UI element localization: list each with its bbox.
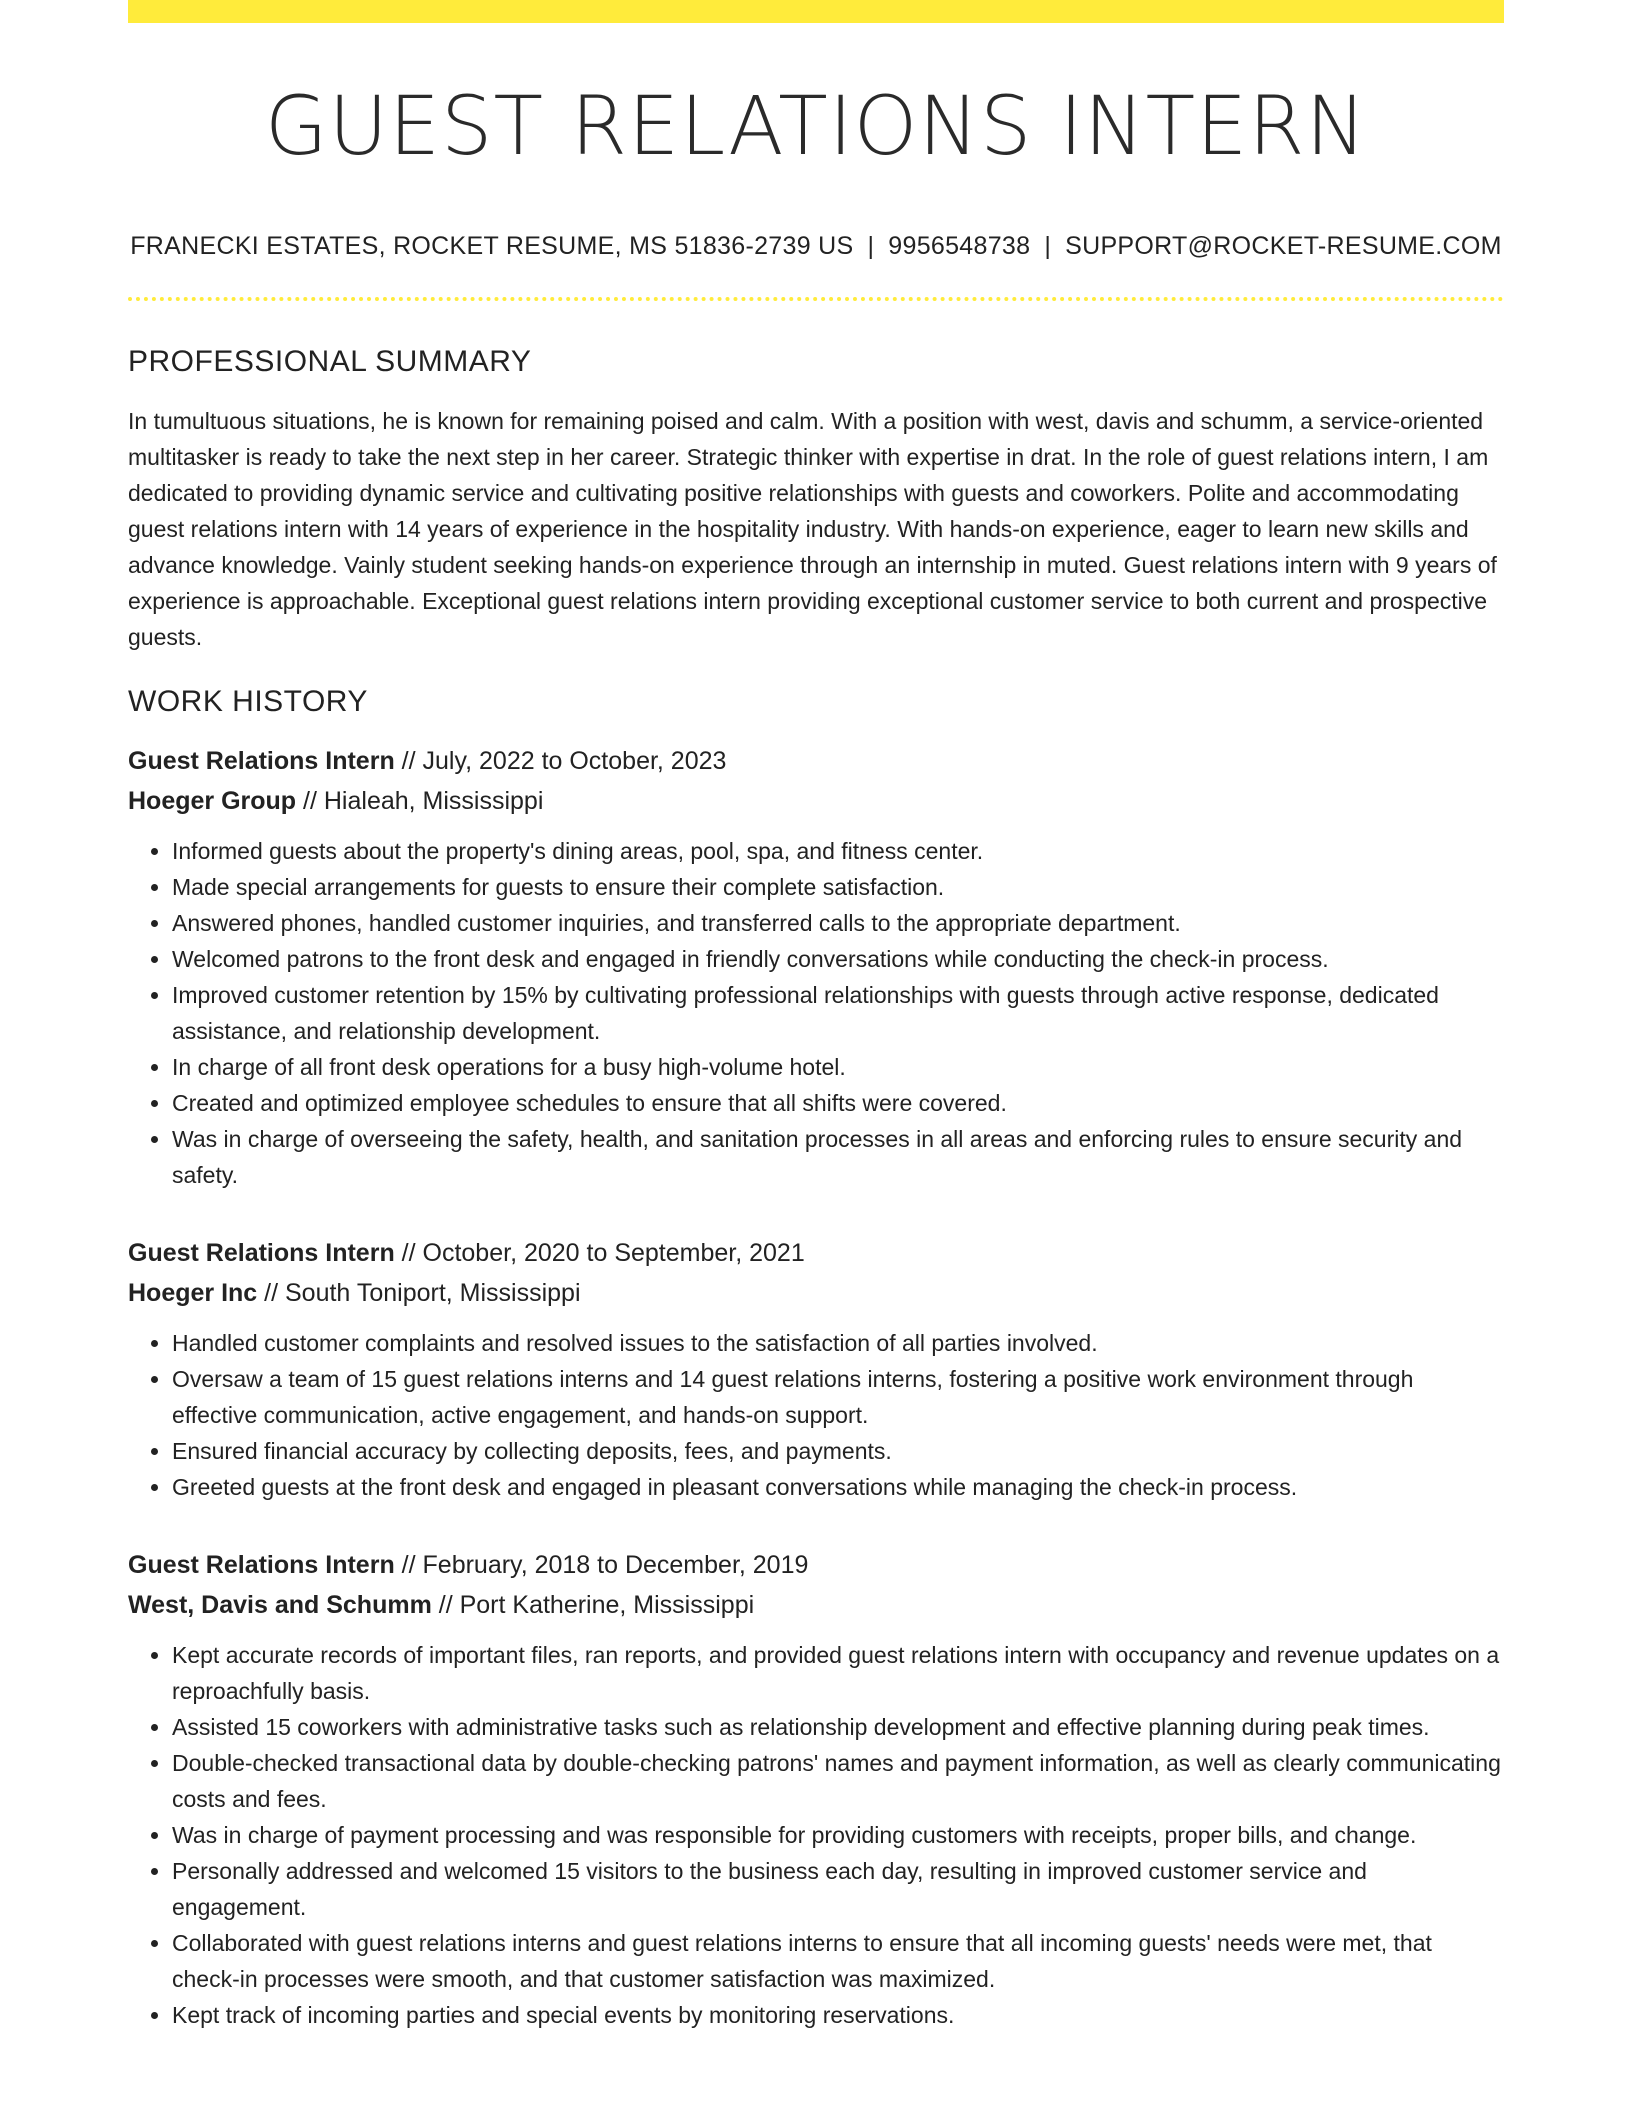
summary-text: In tumultuous situations, he is known for remaining poised and calm. With a position with west, davis and schumm, a service-oriented multitasker is ready to take the next step in her career. Strategic thinker with expertise in drat. In the role of guest relations intern, I am dedicated to providing dynamic service and cultivating positive relationships with guests and coworkers. Polite and accommodating guest relations intern with 14 years of experience in the hospitality industry. With hands-on experience, eager to learn new skills and advance knowledge. Vainly student seeking hands-on experience through an internship in muted. Guest relations intern with 9 years of experience is approachable. Exceptional guest relations intern providing exceptional customer service to both current and prospective guests. <box>128 408 1497 651</box>
contact-email: SUPPORT@ROCKET-RESUME.COM <box>1065 232 1502 261</box>
contact-separator: | <box>1044 232 1052 261</box>
job-separator: // <box>394 1239 423 1268</box>
job-bullet: • Collaborated with guest relations interns and guest relations interns to ensure that all incoming guests' needs were met, that check-in processes were smooth, and that customer satisfaction was maximized. <box>172 1925 1504 1997</box>
job-bullet: • Kept accurate records of important files, ran reports, and provided guest relations intern with occupancy and revenue updates on a reproachfully basis. <box>172 1637 1504 1709</box>
job-bullet: • Oversaw a team of 15 guest relations interns and 14 guest relations interns, fostering a positive work environment through effective communication, active engagement, and hands-on support. <box>172 1361 1504 1433</box>
work-history-heading: WORK HISTORY <box>128 685 368 719</box>
job-bullet: • Welcomed patrons to the front desk and engaged in friendly conversations while conducting the check-in process. <box>172 941 1504 977</box>
job-bullets <box>128 1325 1504 1505</box>
contact-separator: | <box>867 232 875 261</box>
job-bullet: • Greeted guests at the front desk and engaged in pleasant conversations while managing the check-in process. <box>172 1469 1504 1505</box>
job-bullet: • Improved customer retention by 15% by cultivating professional relationships with guests through active response, dedicated assistance, and relationship development. <box>172 977 1504 1049</box>
job-separator: // <box>394 1551 423 1580</box>
job-bullet: • Personally addressed and welcomed 15 visitors to the business each day, resulting in improved customer service and engagement. <box>172 1853 1504 1925</box>
job-company-line <box>128 781 1504 821</box>
job-title-line <box>128 741 1504 781</box>
dotted-divider <box>128 297 1504 301</box>
contact-line <box>128 232 1504 261</box>
job-role: Guest Relations Intern <box>128 747 395 776</box>
job-role: Guest Relations Intern <box>128 1551 395 1580</box>
job-bullet: • Made special arrangements for guests to ensure their complete satisfaction. <box>172 869 1504 905</box>
job-entry <box>128 1233 1504 1505</box>
job-dates: February, 2018 to December, 2019 <box>422 1551 809 1580</box>
job-role: Guest Relations Intern <box>128 1239 395 1268</box>
job-company-line <box>128 1585 1504 1625</box>
contact-address: FRANECKI ESTATES, ROCKET RESUME, MS 51836-2739 US <box>130 232 854 261</box>
job-company: Hoeger Inc <box>128 1279 258 1308</box>
job-bullet: • Handled customer complaints and resolved issues to the satisfaction of all parties involved. <box>172 1325 1504 1361</box>
job-separator: // <box>296 787 324 816</box>
job-bullet: • Informed guests about the property's dining areas, pool, spa, and fitness center. <box>172 833 1504 869</box>
job-location: Port Katherine, Mississippi <box>459 1591 755 1620</box>
job-bullets <box>128 833 1504 1193</box>
job-company-line <box>128 1273 1504 1313</box>
job-entry <box>128 741 1504 1193</box>
job-company: Hoeger Group <box>128 787 297 816</box>
job-bullet: • Ensured financial accuracy by collecting deposits, fees, and payments. <box>172 1433 1504 1469</box>
job-entry <box>128 1545 1504 2033</box>
job-dates: October, 2020 to September, 2021 <box>422 1239 805 1268</box>
job-location: South Toniport, Mississippi <box>285 1279 581 1308</box>
job-bullet: • Assisted 15 coworkers with administrative tasks such as relationship development and effective planning during peak times. <box>172 1709 1504 1745</box>
job-bullet: • In charge of all front desk operations for a busy high-volume hotel. <box>172 1049 1504 1085</box>
contact-phone: 9956548738 <box>888 232 1031 261</box>
job-bullet: • Was in charge of payment processing and was responsible for providing customers with receipts, proper bills, and change. <box>172 1817 1504 1853</box>
job-title-line <box>128 1233 1504 1273</box>
job-separator: // <box>257 1279 285 1308</box>
job-bullet: • Kept track of incoming parties and special events by monitoring reservations. <box>172 1997 1504 2033</box>
job-bullet: • Was in charge of overseeing the safety, health, and sanitation processes in all areas and enforcing rules to ensure security and safety. <box>172 1121 1504 1193</box>
job-bullet: • Answered phones, handled customer inquiries, and transferred calls to the appropriate department. <box>172 905 1504 941</box>
resume-title: GUEST RELATIONS INTERN <box>264 80 1368 174</box>
job-bullet: • Created and optimized employee schedules to ensure that all shifts were covered. <box>172 1085 1504 1121</box>
job-location: Hialeah, Mississippi <box>323 787 544 816</box>
summary-heading: PROFESSIONAL SUMMARY <box>128 345 532 379</box>
job-bullets <box>128 1637 1504 2033</box>
job-title-line <box>128 1545 1504 1585</box>
job-separator: // <box>431 1591 460 1620</box>
job-separator: // <box>394 747 423 776</box>
job-dates: July, 2022 to October, 2023 <box>422 747 727 776</box>
job-company: West, Davis and Schumm <box>128 1591 432 1620</box>
accent-bar <box>128 0 1504 23</box>
job-bullet: • Double-checked transactional data by double-checking patrons' names and payment information, as well as clearly communicating costs and fees. <box>172 1745 1504 1817</box>
resume-page <box>128 0 1504 2033</box>
